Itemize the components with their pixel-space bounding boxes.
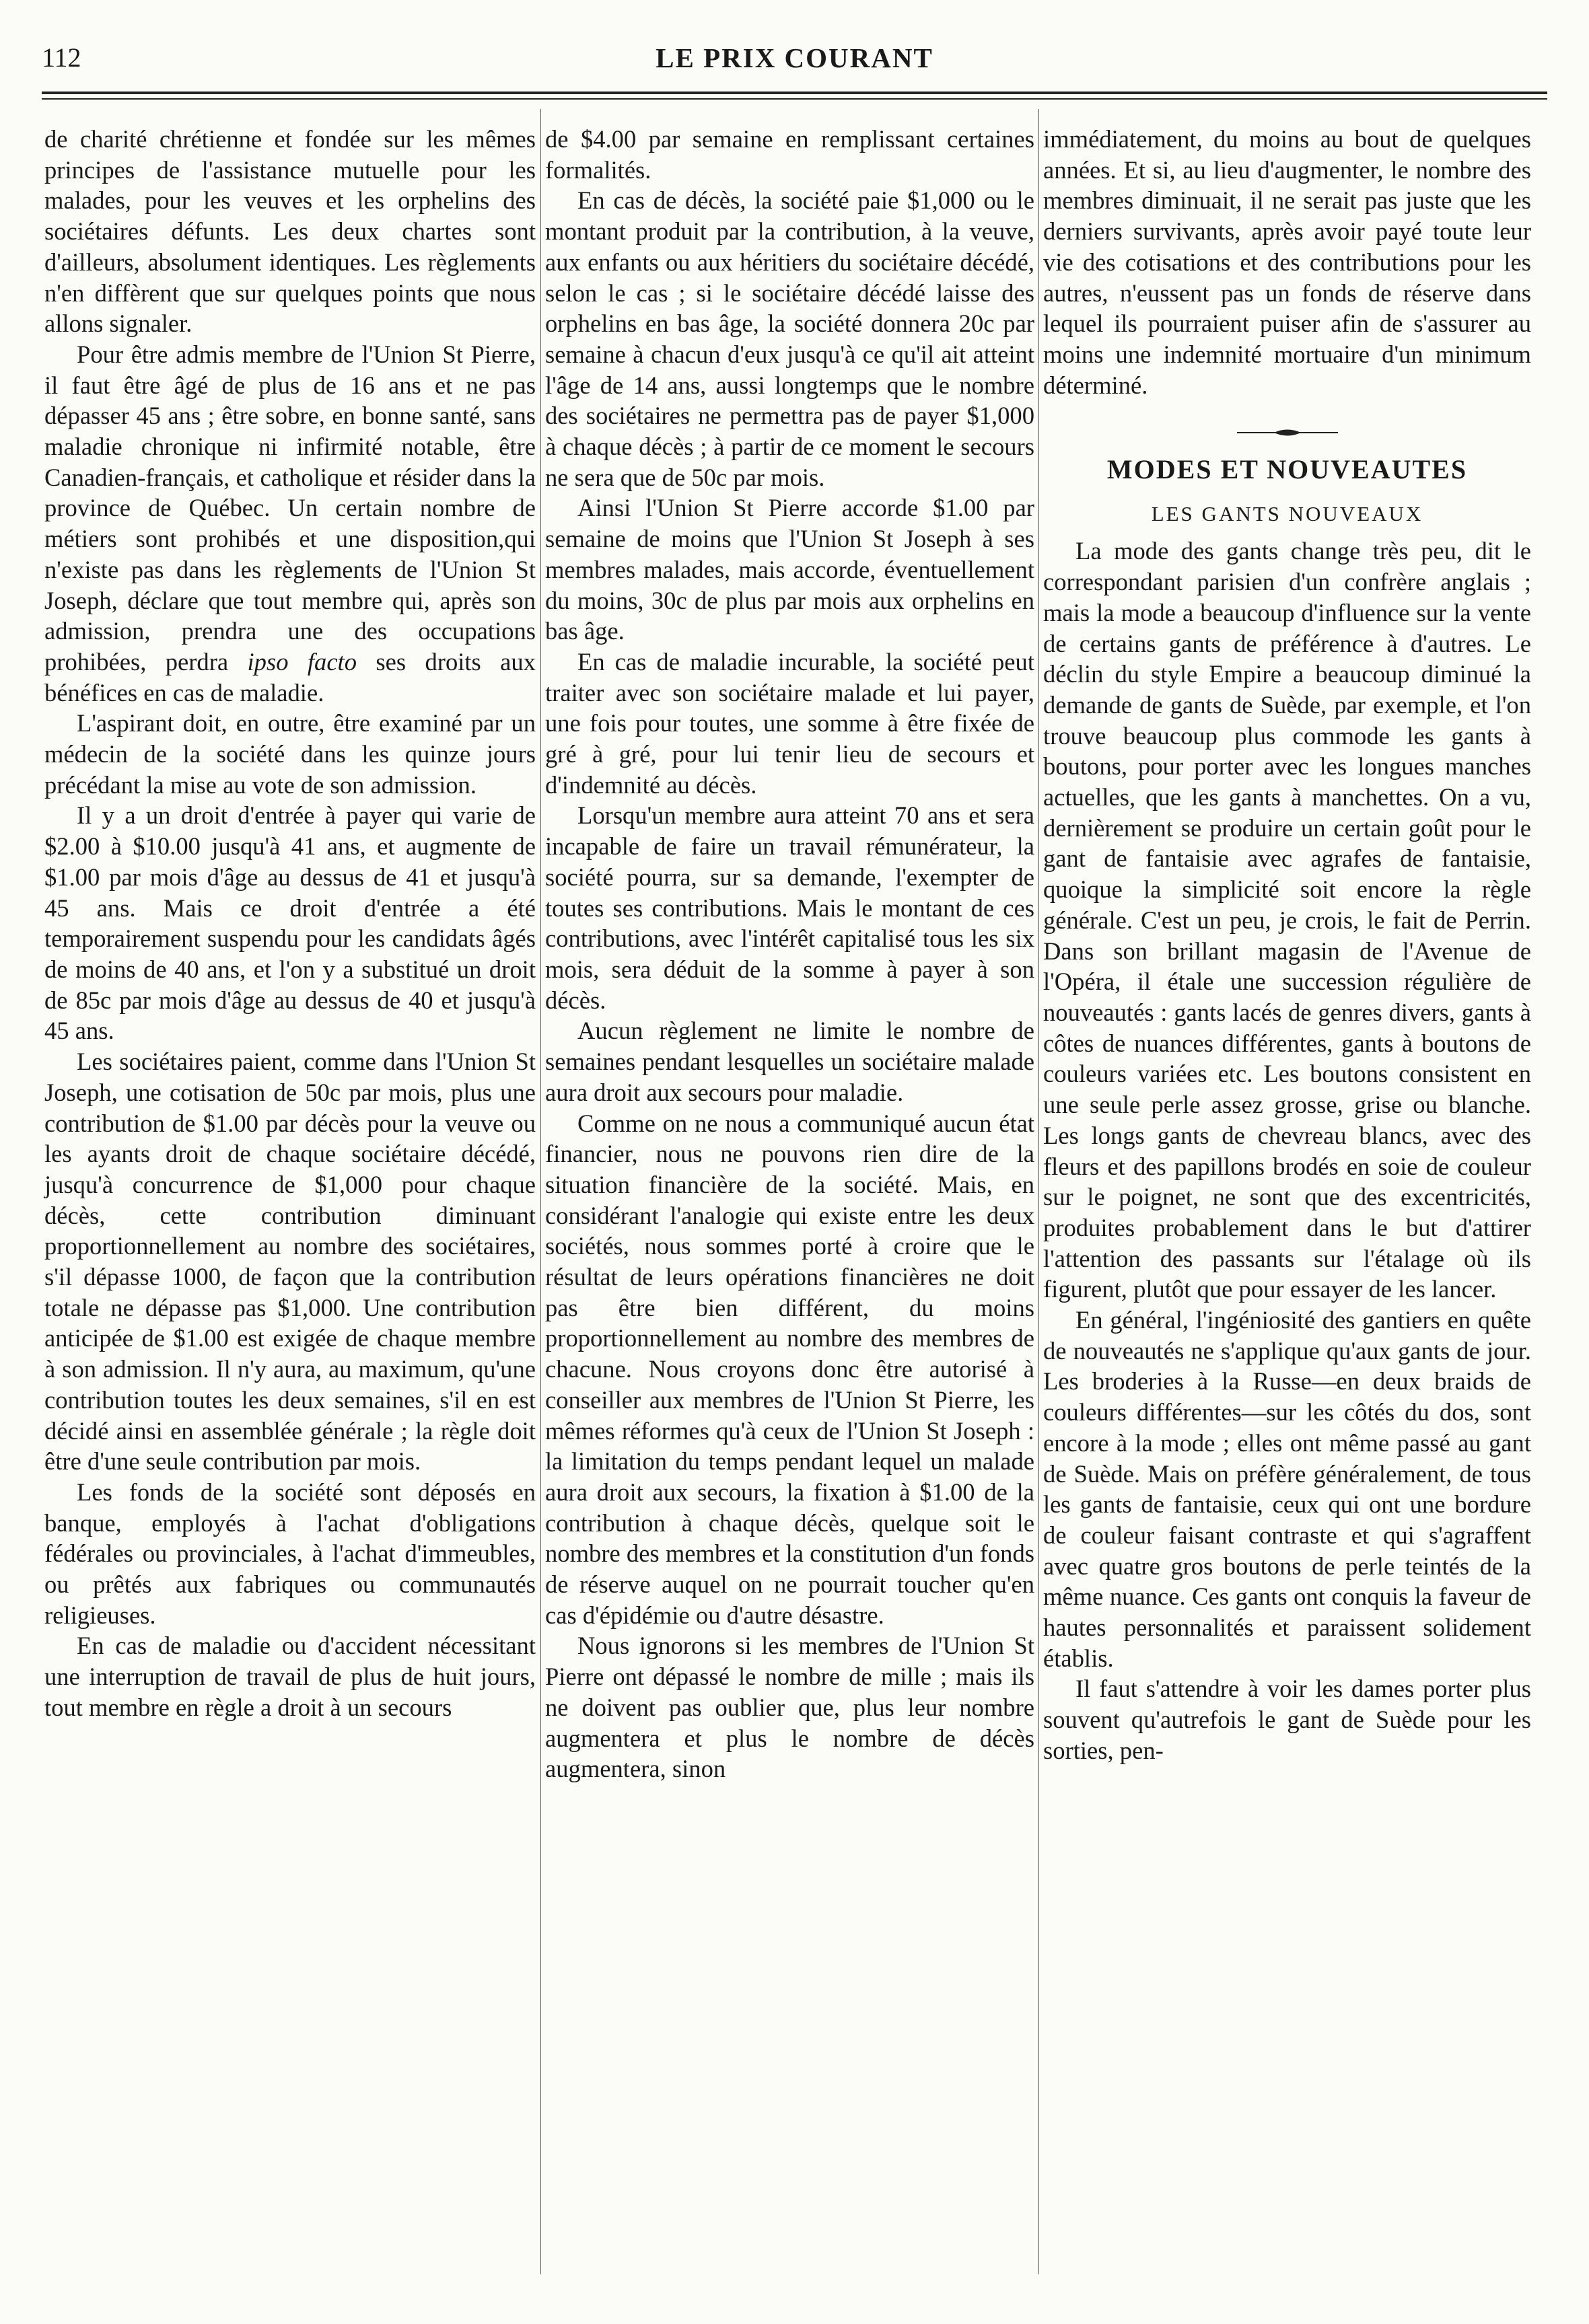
section-title: MODES ET NOUVEAUTES [1106,454,1468,485]
paragraph: En cas de maladie ou d'accident nécessitant une interruption de travail de plus de huit jours, tout membre en règle a droit à un secours [44,1632,536,1721]
header-rule [42,92,1547,94]
journal-title: LE PRIX COURANT [656,42,933,73]
column-3 [1043,124,1531,1766]
italic-phrase: ipso facto [247,647,357,676]
column-divider-left [540,109,541,2274]
paragraph: Il y a un droit d'entrée à payer qui varie de $2.00 à $10.00 jusqu'à 41 ans, et augmente de $1.00 par mois d'âge au dessus de 41 et jusqu'à 45 ans. Mais ce droit d'entrée a été temporairement suspendu pour les candidats âgés de moins de 40 ans, et l'on y a substitué un droit de 85c par mois d'âge au dessus de 40 et jusqu'à 45 ans. [44,801,536,1045]
paragraph: L'aspirant doit, en outre, être examiné par un médecin de la société dans les quinze jours précédant la mise au vote de son admission. [44,709,536,799]
paragraph: Les sociétaires paient, comme dans l'Union St Joseph, une cotisation de 50c par mois, plus une contribution de $1.00 par décès pour la veuve ou les ayants droit de chaque sociétaire décédé, jusqu'à concurrence de $1,000 pour chaque décès, cette contribution diminuant proportionnellement au nombre des sociétaires, s'il dépasse 1000, de façon que la contribution totale ne dépasse pas $1,000. Une contribution anticipée de $1.00 est exigée de chaque membre à son admission. Il n'y aura, au maximum, qu'une contribution toutes les deux semaines, s'il en est décidé ainsi en assemblée générale ; la règle doit être d'une seule contribution par mois. [44,1048,536,1476]
paragraph-text: ses droits aux bénéfices en cas de maladie. [44,647,536,706]
paragraph: Comme on ne nous a communiqué aucun état financier, nous ne pouvons rien dire de la situation financière de la société. Mais, en considérant l'analogie qui existe entre les deux sociétés, nous sommes porté à croire que le résultat de leurs opérations financières ne doit pas être bien différent, du moins proportionnellement au nombre des membres de chacune. Nous croyons donc être autorisé à conseiller aux membres de l'Union St Pierre, les mêmes réformes qu'à ceux de l'Union St Joseph : la limitation du temps pendant lequel un malade aura droit aux secours, la fixation à $1.00 de la contribution à chaque décès, quelque soit le nombre des membres et la constitution d'un fonds de réserve auquel on ne pourrait toucher qu'en cas d'épidémie ou d'autre désastre. [545,1109,1034,1629]
section-subheading: LES GANTS NOUVEAUX [1151,501,1423,525]
paragraph: immédiatement, du moins au bout de quelques années. Et si, au lieu d'augmenter, le nombre des membres diminuait, il ne serait pas juste que les derniers survivants, après avoir payé toute leur vie des cotisations et des contributions pour les autres, n'eussent pas un fonds de réserve dans lequel ils pourraient puiser afin de s'assurer au moins une indemnité mortuaire d'un minimum déterminé. [1043,125,1531,399]
paragraph: Ainsi l'Union St Pierre accorde $1.00 par semaine de moins que l'Union St Joseph à ses membres malades, mais accorde, éventuellement du moins, 30c de plus par mois aux orphelins en bas âge. [545,494,1034,645]
paragraph: En cas de décès, la société paie $1,000 ou le montant produit par la contribution, à la veuve, aux enfants ou aux héritiers du sociétaire décédé, selon le cas ; si le sociétaire décédé laisse des orphelins en bas âge, la société donnera 20c par semaine à chacun d'eux jusqu'à ce qu'il ait atteint l'âge de 14 ans, aussi longtemps que le nombre des sociétaires ne permettra pas de payer $1,000 à chaque décès ; à partir de ce moment le secours ne sera que de 50c par mois. [545,186,1034,491]
header-rule-thin [42,98,1547,100]
ornament-divider-icon [1043,414,1531,445]
paragraph: Nous ignorons si les membres de l'Union St Pierre ont dépassé le nombre de mille ; mais ils ne doivent pas oublier que, plus leur nombre augmentera et plus le nombre de décès augmentera, sinon [545,1632,1034,1783]
paragraph: La mode des gants change très peu, dit le correspondant parisien d'un confrère anglais ; mais la mode a beaucoup d'influence sur la vente de certains gants de préférence à d'autres. Le déclin du style Empire a beaucoup diminué la demande de gants de Suède, par exemple, et l'on trouve beaucoup plus commode les gants à boutons, pour porter avec les longues manches actuelles, que les gants à manchettes. On a vu, dernièrement se produire un certain goût pour le gant de fantaisie avec agrafes de fantaisie, quoique la simplicité soit encore la règle générale. C'est un peu, je crois, le fait de Perrin. Dans son brillant magasin de l'Avenue de l'Opéra, il étale une succession régulière de nouveautés : gants lacés de genres divers, gants à côtes de nuances différentes, gants à boutons de couleurs variées etc. Les boutons consistent en une seule perle assez grosse, grise ou blanche. Les longs gants de chevreau blancs, avec des fleurs et des papillons brodés en soie de couleur sur le poignet, ne sont que des excentricités, produites probablement dans le but d'attirer l'attention des passants sur l'étalage où ils figurent, plutôt que pour essayer de les lancer. [1043,537,1531,1303]
paragraph: Il faut s'attendre à voir les dames porter plus souvent qu'autrefois le gant de Suède pour les sorties, pen- [1043,1675,1531,1764]
paragraph: En général, l'ingéniosité des gantiers en quête de nouveautés ne s'applique qu'aux gants de jour. Les broderies à la Russe—en deux braids de couleurs différentes—sur les côtés du dos, sont encore à la mode ; elles ont même passé au gant de Suède. Mais on préfère généralement, de tous les gants de fantaisie, ceux qui ont une bordure de couleur faisant contraste et qui s'agraffent avec quatre gros boutons de perle teintés de la même nuance. Ces gants ont conquis la faveur de hautes personnalités et paraissent solidement établis. [1043,1306,1531,1672]
paragraph: Les fonds de la société sont déposés en banque, employés à l'achat d'obligations fédérales ou provinciales, à l'achat d'immeubles, ou prêtés aux fabriques ou communautés religieuses. [44,1478,536,1629]
paragraph: En cas de maladie incurable, la société peut traiter avec son sociétaire malade et lui payer, une fois pour toutes, une somme à être fixée de gré à gré, pour lui tenir lieu de secours et d'indemnité au décès. [545,647,1034,799]
column-2 [545,124,1034,1784]
paragraph: Lorsqu'un membre aura atteint 70 ans et sera incapable de faire un travail rémunérateur, la société pourra, sur sa demande, l'exempter de toutes ses contributions. Mais le montant de ces contributions, avec l'intérêt capitalisé tous les six mois, sera déduit de la somme à payer à son décès. [545,801,1034,1014]
paragraph: Aucun règlement ne limite le nombre de semaines pendant lesquelles un sociétaire malade aura droit aux secours pour maladie. [545,1017,1034,1106]
column-1 [44,124,536,1723]
paragraph [44,339,536,708]
paragraph-text: Pour être admis membre de l'Union St Pierre, il faut être âgé de plus de 16 ans et ne pas dépasser 45 ans ; être sobre, en bonne santé, sans maladie chronique ni infirmité notable, être Canadien-français, et catholique et résider dans la province de Québec. Un certain nombre de métiers sont prohibés et une disposition,qui n'existe pas dans les règlements de l'Union St Joseph, déclare que tout membre qui, après son admission, prendra une des occupations prohibées, perdra [44,340,536,676]
column-divider-right [1038,109,1039,2274]
paragraph: de charité chrétienne et fondée sur les mêmes principes de l'assistance mutuelle pour les malades, pour les veuves et les orphelins des sociétaires défunts. Les deux chartes sont d'ailleurs, absolument identiques. Les règlements n'en diffèrent que sur quelques points que nous allons signaler. [44,125,536,338]
paragraph: de $4.00 par semaine en remplissant certaines formalités. [545,125,1034,184]
page-number: 112 [42,42,81,73]
